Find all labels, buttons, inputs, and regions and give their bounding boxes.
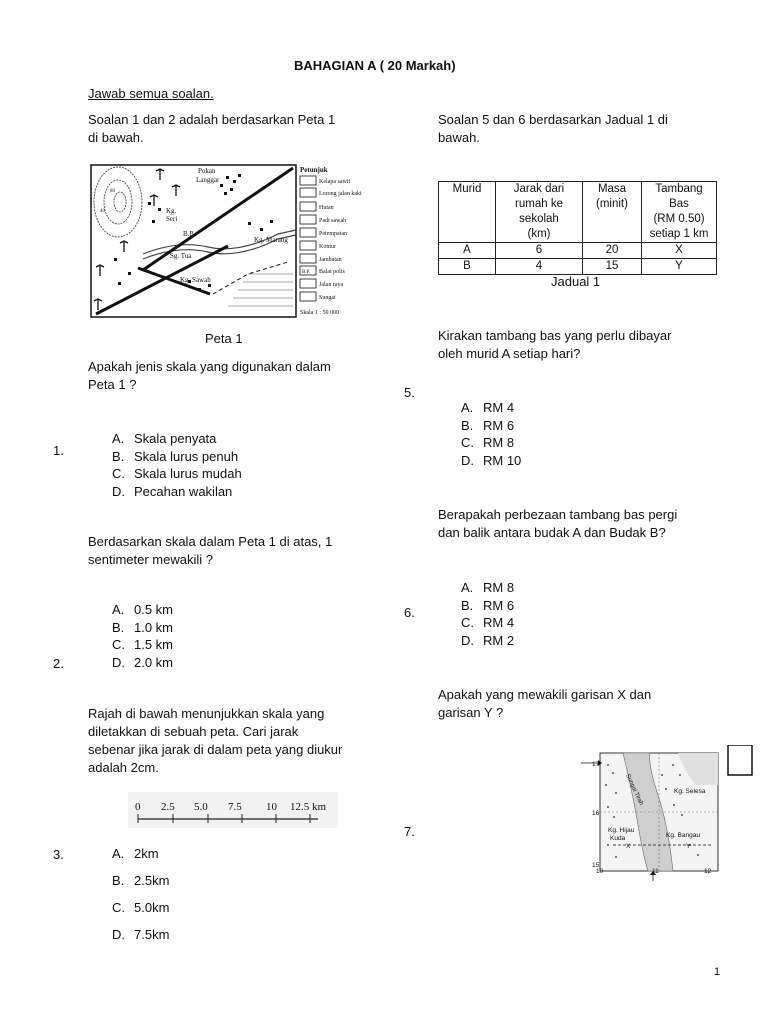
grid-label: 17: [592, 761, 600, 768]
label-contour-40: 40: [100, 209, 105, 214]
q1-option-c[interactable]: C. Skala lurus mudah: [112, 466, 242, 481]
q7-text: Apakah yang mewakili garisan X dan garisan Y ?: [438, 687, 652, 720]
table-caption: Jadual 1: [551, 274, 601, 289]
q5-number: 5.: [404, 385, 415, 400]
grid-label: 11: [652, 868, 659, 875]
scale-tick-label: 12.5 km: [290, 801, 327, 813]
label-pokan: Pokan: [198, 167, 216, 175]
q2-number: 2.: [53, 656, 64, 671]
q1-option-a[interactable]: A. Skala penyata: [112, 431, 217, 446]
grid-label: 10: [596, 868, 604, 875]
label-kg-hijau-2: Kuda: [610, 835, 626, 842]
q1-option-d[interactable]: D. Pecahan wakilan: [112, 483, 233, 499]
label-kg-hijau-1: Kg. Hijau: [608, 827, 635, 834]
q6-option-c[interactable]: C. RM 4: [461, 615, 515, 630]
linear-scale: [128, 792, 338, 828]
map-peta-1-drawing: [88, 162, 378, 322]
q6-option-b[interactable]: B. RM 6: [461, 597, 515, 613]
q5-option-c[interactable]: C. RM 8: [461, 435, 515, 450]
right-intro: Soalan 5 dan 6 berdasarkan Jadual 1 di bawah.: [438, 112, 668, 145]
label-kg-bangau: Kg. Bangau: [666, 832, 700, 839]
map-q7: [578, 745, 754, 883]
q2-options: [112, 601, 173, 671]
label-kg-marang: Kg. Marang: [254, 236, 288, 244]
q5-options: [461, 399, 521, 469]
q1-text: Apakah jenis skala yang digunakan dalam Peta 1 ?: [88, 359, 331, 392]
jadual-1: [438, 181, 717, 275]
legend-item: Sungai: [319, 295, 336, 301]
q3-number: 3.: [53, 847, 64, 862]
table-header-murid: Murid: [439, 182, 496, 243]
q1-option-b[interactable]: B. Skala lurus penuh: [112, 448, 239, 464]
q6-number: 6.: [404, 605, 415, 620]
grid-label: 12: [704, 868, 712, 875]
q6-option-a[interactable]: A. RM 8: [461, 580, 515, 595]
q6-text: Berapakah perbezaan tambang bas pergi dan balik antara budak A dan Budak B?: [438, 507, 678, 540]
label-x: X: [626, 843, 631, 850]
legend-item: Hutan: [319, 205, 334, 211]
table-header-masa: Masa (minit): [583, 182, 642, 243]
q3-option-d[interactable]: D. 7.5km: [112, 927, 170, 942]
label-kg-seri-2: Seri: [166, 215, 178, 223]
q2-option-a[interactable]: A. 0.5 km: [112, 602, 174, 617]
q2-text: Berdasarkan skala dalam Peta 1 di atas, 1 sentimeter mewakili ?: [88, 534, 333, 567]
label-kg-seri-1: Kg.: [166, 207, 177, 215]
legend-item: Kontur: [319, 244, 336, 250]
page-number: 1: [714, 966, 721, 978]
grid-label: 16: [592, 810, 600, 817]
legend-item: Petempatan: [319, 231, 347, 237]
table-row: A 6 20 X: [439, 243, 717, 259]
scale-tick-label: 0: [135, 801, 141, 813]
q2-option-d[interactable]: D. 2.0 km: [112, 654, 174, 670]
grid-label: 15: [592, 862, 600, 869]
q2-option-c[interactable]: C. 1.5 km: [112, 637, 174, 652]
q5-text: Kirakan tambang bas yang perlu dibayar oleh murid A setiap hari?: [438, 328, 672, 361]
label-sg-tua: Sg. Tua: [170, 252, 192, 260]
legend-item: Balai polis: [319, 269, 345, 275]
legend-item: Kelapa sawit: [319, 179, 351, 185]
q3-option-c[interactable]: C. 5.0km: [112, 900, 170, 915]
map-caption: Peta 1: [205, 331, 243, 346]
scale-tick-label: 2.5: [161, 801, 175, 813]
scale-tick-label: 5.0: [194, 801, 208, 813]
q6-options: [461, 579, 514, 649]
map-q7-drawing: [578, 745, 754, 883]
q7-number: 7.: [404, 824, 415, 839]
q5-option-d[interactable]: D. RM 10: [461, 452, 522, 468]
label-kg-selesa: Kg. Selesa: [674, 788, 706, 795]
linear-scale-drawing: [128, 792, 338, 828]
q5-option-a[interactable]: A. RM 4: [461, 400, 515, 415]
section-title: BAHAGIAN A ( 20 Markah): [294, 58, 456, 73]
q2-option-b[interactable]: B. 1.0 km: [112, 619, 174, 635]
label-contour-80: 80: [110, 189, 115, 194]
legend-bp-symbol: B.P.: [302, 270, 311, 275]
instruction: Jawab semua soalan.: [88, 86, 214, 101]
table-row: B 4 15 Y: [439, 259, 717, 275]
q3-option-a[interactable]: A. 2km: [112, 846, 159, 861]
left-intro: Soalan 1 dan 2 adalah berdasarkan Peta 1 di bawah.: [88, 112, 336, 145]
scale-tick-label: 7.5: [228, 801, 242, 813]
label-kg-sawah: Kg. Sawah: [180, 276, 211, 284]
q1-number: 1.: [53, 443, 64, 458]
map-scale: Skala 1 : 50 000: [300, 310, 339, 316]
q5-option-b[interactable]: B. RM 6: [461, 417, 515, 433]
q3-option-b[interactable]: B. 2.5km: [112, 873, 170, 888]
table-header-jarak: Jarak dari rumah ke sekolah (km): [496, 182, 583, 243]
scale-tick-label: 10: [266, 801, 277, 813]
legend-item: Jalan raya: [319, 282, 344, 288]
q1-options: [112, 430, 242, 500]
map-peta-1: [88, 162, 378, 322]
legend-item: Padi sawah: [319, 218, 347, 224]
label-sungai: Sungai Tirah: [624, 773, 644, 807]
q3-text: Rajah di bawah menunjukkan skala yang diletakkan di sebuah peta. Cari jarak sebenar jika jarak di dalam peta yang diukur adalah 2cm.: [88, 706, 343, 775]
label-y: Y: [686, 843, 691, 850]
legend-item: Lorong jalan kaki: [319, 191, 362, 197]
label-langgar: Langgar: [196, 176, 220, 184]
q3-options: [112, 840, 169, 948]
legend-title: Petunjuk: [300, 166, 328, 174]
table-header-tambang: Tambang Bas (RM 0.50) setiap 1 km: [642, 182, 717, 243]
label-bp: B.P.: [183, 230, 195, 238]
q6-option-d[interactable]: D. RM 2: [461, 632, 515, 648]
legend-item: Jambatan: [319, 257, 342, 263]
